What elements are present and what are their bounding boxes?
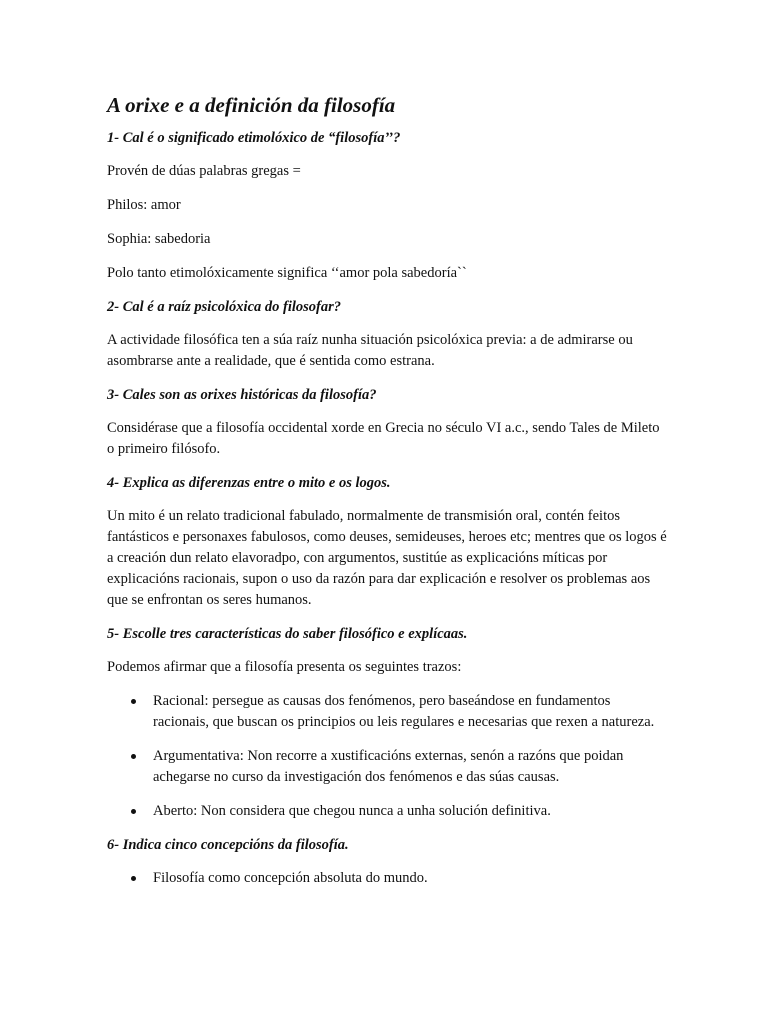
bullet-text: Argumentativa: Non recorre a xustificacións externas, senón a razóns que poidan achegarse no curso da investigación dos fenómenos e das súas causas. — [153, 748, 624, 785]
bullet-text: Filosofía como concepción absoluta do mundo. — [153, 870, 428, 886]
answer-paragraph: Sophia: sabedoria — [107, 231, 211, 247]
section-3 — [107, 385, 667, 460]
question-heading: 4- Explica as diferenzas entre o mito e os logos. — [107, 475, 391, 491]
document-title: A orixe e a definición da filosofía — [107, 93, 396, 117]
bullet-text: Aberto: Non considera que chegou nunca a unha solución definitiva. — [153, 803, 551, 819]
bullet-item — [107, 801, 667, 822]
question-heading: 2- Cal é a raíz psicolóxica do filosofar? — [107, 299, 342, 315]
section-6 — [107, 835, 667, 889]
answer-paragraph: Polo tanto etimolóxicamente significa ‘‘amor pola sabedoría`` — [107, 265, 467, 281]
answer-paragraph: Un mito é un relato tradicional fabulado, normalmente de transmisión oral, contén feitos fantásticos e personaxes fabulosos, como deuses, semideuses, heroes etc; mentres que os logos é a creación dun relato elavoradpo, con argumentos, sustitúe as explicacións míticas por explicacións racionais, supon o uso da razón para dar explicación e resolver os problemas aos que se enfrontan os seres humanos. — [107, 508, 667, 608]
document-body — [107, 92, 667, 902]
bullet-list — [107, 691, 667, 822]
answer-paragraph: Considérase que a filosofía occidental xorde en Grecia no século VI a.c., sendo Tales de Mileto o primeiro filósofo. — [107, 420, 660, 457]
bullet-icon — [131, 876, 136, 881]
section-2 — [107, 297, 667, 372]
answer-paragraph: A actividade filosófica ten a súa raíz nunha situación psicolóxica previa: a de admirarse ou asombrarse ante a realidade, que é sentida como estrana. — [107, 332, 633, 369]
section-4 — [107, 473, 667, 611]
bullet-item — [107, 691, 667, 733]
section-5 — [107, 624, 667, 822]
answer-paragraph: Podemos afirmar que a filosofía presenta os seguintes trazos: — [107, 659, 462, 675]
bullet-icon — [131, 754, 136, 759]
bullet-text: Racional: persegue as causas dos fenómenos, pero baseándose en fundamentos racionais, que buscan os principios ou leis regulares e necesarias que rexen a natureza. — [153, 693, 655, 730]
section-1 — [107, 128, 667, 284]
question-heading: 1- Cal é o significado etimolóxico de “filosofía’’? — [107, 130, 401, 146]
bullet-icon — [131, 809, 136, 814]
bullet-list — [107, 868, 667, 889]
bullet-icon — [131, 699, 136, 704]
answer-paragraph: Provén de dúas palabras gregas = — [107, 163, 301, 179]
answer-paragraph: Philos: amor — [107, 197, 181, 213]
question-heading: 3- Cales son as orixes históricas da filosofía? — [107, 387, 377, 403]
bullet-item — [107, 746, 667, 788]
bullet-item — [107, 868, 667, 889]
question-heading: 6- Indica cinco concepcións da filosofía. — [107, 837, 349, 853]
question-heading: 5- Escolle tres características do saber filosófico e explícaas. — [107, 626, 468, 642]
